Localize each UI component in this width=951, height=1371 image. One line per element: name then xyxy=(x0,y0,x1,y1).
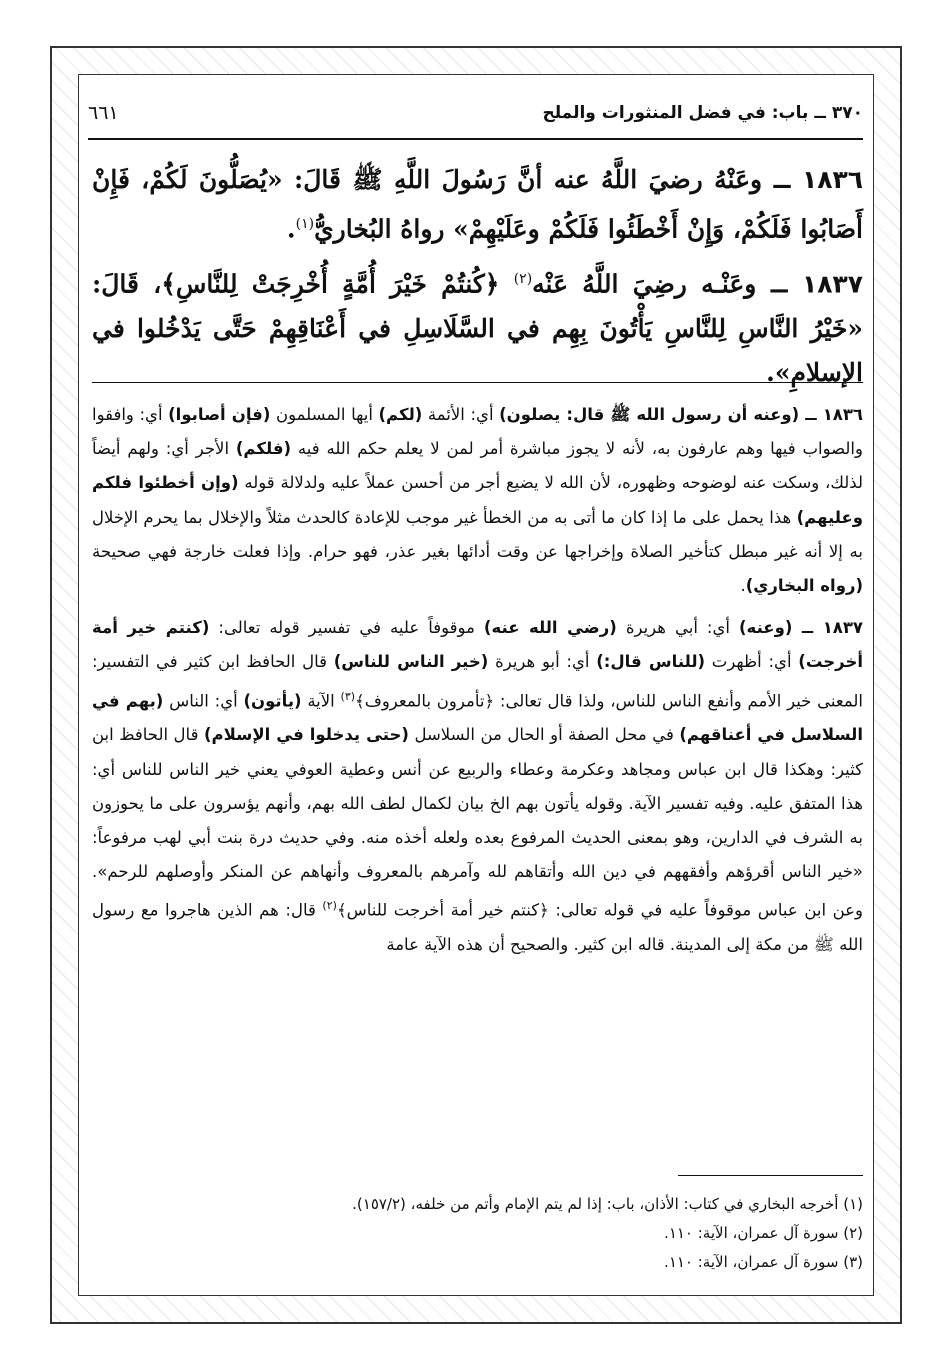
commentary-quote: (فلكم) xyxy=(235,439,292,459)
commentary xyxy=(92,398,863,970)
footnotes xyxy=(92,1190,863,1277)
commentary-1836 xyxy=(92,398,863,603)
commentary-quote: (بهم في السلاسل في أعناقهم) xyxy=(92,691,863,745)
commentary-quote: (للناس قال:) xyxy=(596,652,706,672)
hadith-number: ١٨٣٦ ــ xyxy=(773,165,863,194)
section-rule xyxy=(92,382,863,383)
commentary-text: أيها المسلمون xyxy=(270,405,379,424)
commentary-quote: ١٨٣٦ ــ (وعنه أن رسول الله ﷺ قال: يصلون) xyxy=(499,405,863,424)
commentary-quote: (خير الناس للناس) xyxy=(333,652,489,672)
footnote-ref: (٢) xyxy=(513,271,533,288)
commentary-text: الأجر أي: ولهم أيضاً لذلك، وسكت عنه لوضوحه وظهوره، لأن الله لا يضيع أجر من أحسن عملاً عليه ولدلالة قوله xyxy=(92,439,863,493)
footnote-ref: (٣) xyxy=(340,689,356,703)
commentary-quote: (رواه البخاري) xyxy=(745,576,863,596)
commentary-text: موقوفاً عليه في تفسير قوله تعالى: xyxy=(209,618,484,638)
hadith-number: ١٨٣٧ ــ xyxy=(770,269,863,299)
commentary-quote: (لكم) xyxy=(378,405,423,424)
footnote-1: (١) أخرجه البخاري في كتاب: الأذان، باب: إذا لم يتم الإمام وأتم من خلفه، (١٥٧/٢). xyxy=(352,1195,863,1213)
header-rule xyxy=(88,138,863,140)
commentary-text: في محل الصفة أو الحال من السلاسل xyxy=(408,725,680,745)
commentary-text: هذا يحمل على ما إذا كان ما أتى به من الخطأ غير موجب للإعادة كالحدث مثلاً والإخلال بما يحرم الإخلال به إلا أنه غير مبطل كتأخير الصلاة وإخراجها عن وقت أدائها بغير عذر، فهو حرام. وإذا فعلت خارجة فهي صحيحة xyxy=(92,507,863,561)
hadith-1836 xyxy=(92,158,863,251)
page-header xyxy=(88,96,863,130)
commentary-text: أي: الناس xyxy=(163,691,244,711)
commentary-text: أي: أبو هريرة xyxy=(488,652,597,672)
commentary-text: قال الحافظ ابن كثير في التفسير: المعنى خير الأمم وأنفع الناس للناس، ولذا قال تعالى: ﴿تأمرون بالمعروف﴾ xyxy=(92,652,863,711)
commentary-text: أي: الأئمة xyxy=(422,405,500,424)
running-head: ٣٧٠ ــ باب: في فضل المنثورات والملح xyxy=(542,103,863,123)
commentary-text: أي: أظهرت xyxy=(705,652,799,672)
commentary-text: أي: وافقوا والصواب فيها وهم عارفون به، لأنه لا يجوز مباشرة أمر لمن لا يعلم حكم الله فيه xyxy=(92,405,863,459)
commentary-text: قال: هم الذين هاجروا مع رسول الله ﷺ من مكة إلى المدينة. قاله ابن كثير. والصحيح أن هذه الآية عامة xyxy=(92,900,863,955)
page-number: ٦٦١ xyxy=(88,102,119,124)
hadith-1837 xyxy=(92,257,863,394)
commentary-1837 xyxy=(92,611,863,962)
footnote-2: (٢) سورة آل عمران، الآية: ١١٠. xyxy=(664,1224,863,1242)
hadith-text xyxy=(92,158,863,401)
commentary-text: أي: أبي هريرة xyxy=(616,618,740,638)
commentary-text: الآية xyxy=(301,691,341,711)
commentary-text: . xyxy=(740,576,746,596)
footnote-rule xyxy=(678,1175,863,1176)
commentary-quote: (رضي الله عنه) xyxy=(483,618,617,638)
commentary-quote: (وإن أخطئوا فلكم وعليهم) xyxy=(92,473,863,527)
commentary-quote: (فإن أصابوا) xyxy=(168,405,271,424)
commentary-quote: (كنتم خير أمة أخرجت) xyxy=(92,618,863,672)
footnote-ref: (٢) xyxy=(322,899,337,913)
commentary-quote: (يأتون) xyxy=(243,691,302,711)
commentary-text: قال الحافظ ابن كثير: وهكذا قال ابن عباس ومجاهد وعكرمة وعطاء والربيع عن أنس وعطية العوفي يعني خير الناس للناس أي: هذا المتفق عليه. وفيه تفسير الآية. وقوله يأتون بهم الخ بيان لكمال لطف الله بهم، وأنهم يؤسرون على ما يحوزون به الشرف في الدارين، وهو بمعنى الحديث المرفوع بعده ولعله أخذه منه. وفي حديث درة بنت أبي لهب مرفوعاً: «خير الناس أقرؤهم وأفقههم في دين الله وأتقاهم لله وآمرهم بالمعروف وأنهاهم عن المنكر وأوصلهم للرحم». وعن ابن عباس موقوفاً عليه في قوله تعالى: ﴿كنتم خير أمة أخرجت للناس﴾ xyxy=(92,725,863,920)
commentary-quote: ١٨٣٧ ــ (وعنه) xyxy=(739,618,863,638)
footnote-ref: (١) xyxy=(295,216,315,232)
hadith-body: وعَنْـه رضِيَ اللَّهُ عَنْه xyxy=(532,269,757,299)
hadith-end: . xyxy=(286,214,296,244)
footnote-3: (٣) سورة آل عمران، الآية: ١١٠. xyxy=(664,1253,863,1271)
hadith-body-cont: ﴿كُنتُمْ خَيْرَ أُمَّةٍ أُخْرِجَتْ لِلنَّاسِ﴾، قَالَ: «خَيْرُ النَّاسِ لِلنَّاسِ يَأْتُونَ بِهِم في السَّلَاسِلِ في أَعْنَاقِهِمْ حَتَّى يَدْخُلوا في الإسلامِ». xyxy=(92,269,863,387)
commentary-quote: (حتى يدخلوا في الإسلام) xyxy=(203,725,409,745)
hadith-body: وعَنْهُ رضيَ اللَّهُ عنه أنَّ رَسُولَ اللَّهِ ﷺ قَالَ: «يُصَلُّونَ لَكُمْ، فَإِنْ أَصَابُوا فَلَكُمْ، وَإِنْ أَخْطَئُوا فَلَكُمْ وعَلَيْهِمْ» رواهُ البُخاريُّ xyxy=(92,165,863,244)
